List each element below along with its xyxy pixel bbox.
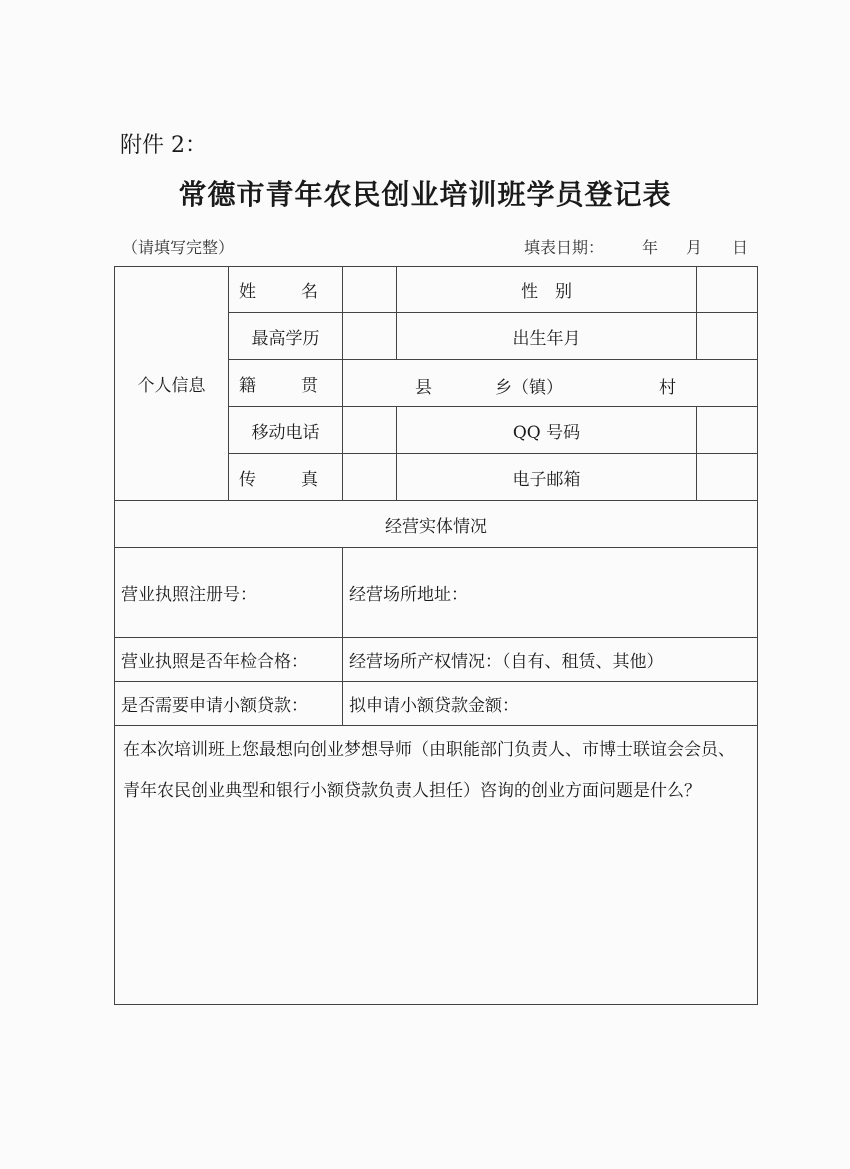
business-section-label: 经营实体情况 bbox=[115, 501, 758, 548]
property-field[interactable] bbox=[343, 638, 758, 682]
name-field[interactable] bbox=[343, 267, 397, 313]
consult-question-field[interactable] bbox=[115, 726, 758, 1005]
registration-table bbox=[114, 266, 758, 1005]
form-title: 常德市青年农民创业培训班学员登记表 bbox=[178, 178, 672, 211]
property-label: 经营场所产权情况：（自有、租赁、其他） bbox=[349, 652, 664, 672]
name-label: 姓 名 bbox=[229, 267, 343, 313]
loan-amount-field[interactable] bbox=[343, 682, 758, 726]
county-label: 县 bbox=[415, 378, 432, 398]
business-address-label: 经营场所地址： bbox=[349, 585, 468, 605]
native-place-field[interactable] bbox=[343, 360, 758, 407]
need-loan-label: 是否需要申请小额贷款： bbox=[121, 696, 308, 716]
license-no-field[interactable] bbox=[115, 548, 343, 638]
loan-amount-label: 拟申请小额贷款金额： bbox=[349, 696, 519, 716]
email-field[interactable] bbox=[697, 454, 758, 501]
need-loan-field[interactable] bbox=[115, 682, 343, 726]
qq-field[interactable] bbox=[697, 407, 758, 454]
email-label: 电子邮箱 bbox=[397, 454, 697, 501]
day-label: 日 bbox=[732, 238, 749, 257]
attachment-label: 附件 2： bbox=[120, 133, 207, 158]
education-label: 最高学历 bbox=[229, 313, 343, 360]
personal-info-section-label: 个人信息 bbox=[115, 267, 229, 501]
qq-label: QQ 号码 bbox=[397, 407, 697, 454]
gender-field[interactable] bbox=[697, 267, 758, 313]
native-place-label: 籍 贯 bbox=[229, 360, 343, 407]
consult-question-label: 在本次培训班上您最想向创业梦想导师（由职能部门负责人、市博士联谊会会员、青年农民创业典型和银行小额贷款负责人担任）咨询的创业方面问题是什么？ bbox=[123, 740, 735, 801]
month-label: 月 bbox=[686, 238, 703, 257]
birth-label: 出生年月 bbox=[397, 313, 697, 360]
business-address-field[interactable] bbox=[343, 548, 758, 638]
inspection-label: 营业执照是否年检合格： bbox=[121, 652, 308, 672]
mobile-label: 移动电话 bbox=[229, 407, 343, 454]
education-field[interactable] bbox=[343, 313, 397, 360]
year-label: 年 bbox=[642, 238, 659, 257]
license-no-label: 营业执照注册号： bbox=[121, 585, 257, 605]
village-label: 村 bbox=[659, 378, 676, 398]
inspection-field[interactable] bbox=[115, 638, 343, 682]
fax-field[interactable] bbox=[343, 454, 397, 501]
fill-note: （请填写完整） bbox=[122, 238, 235, 257]
birth-field[interactable] bbox=[697, 313, 758, 360]
date-label: 填表日期： bbox=[524, 238, 605, 257]
gender-label: 性 别 bbox=[397, 267, 697, 313]
fax-label: 传 真 bbox=[229, 454, 343, 501]
township-label: 乡（镇） bbox=[495, 378, 563, 398]
mobile-field[interactable] bbox=[343, 407, 397, 454]
